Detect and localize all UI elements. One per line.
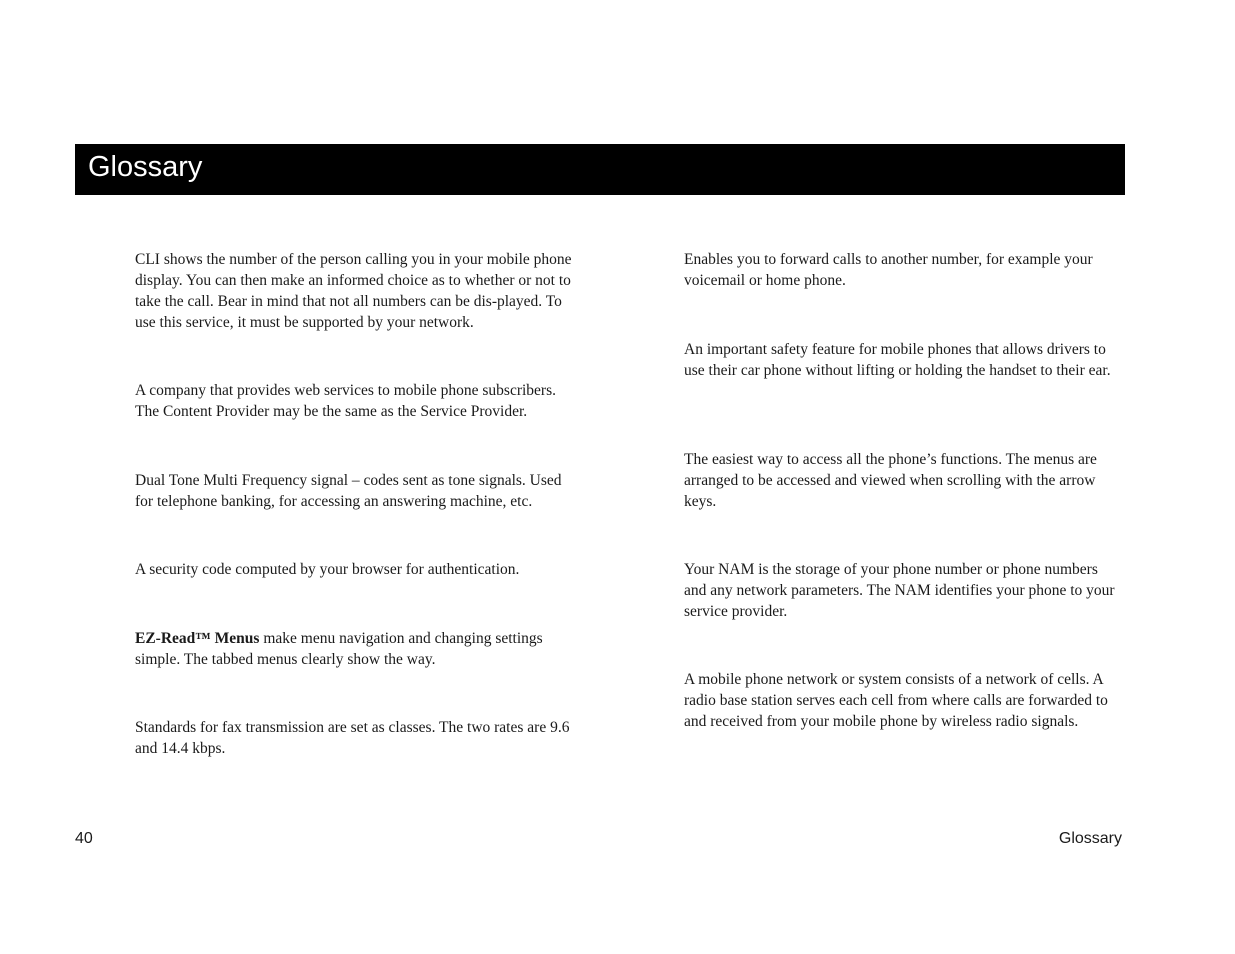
entry-text: make menu navigation and changing settings simple. The tabbed menus clearly show the way. [135, 630, 543, 668]
entry-term: EZ-Read™ Menus [135, 630, 260, 647]
footer-section-name: Glossary [1058, 830, 1122, 847]
glossary-entry-security-code [135, 559, 580, 580]
glossary-entry-call-forwarding [684, 249, 1124, 291]
glossary-entry-menus [684, 449, 1124, 512]
entry-text: A security code computed by your browser for authentication. [135, 561, 520, 578]
glossary-entry-cli [135, 249, 580, 333]
entry-text: Enables you to forward calls to another number, for example your voicemail or home phone. [684, 251, 1093, 289]
entry-text: Your NAM is the storage of your phone number or phone numbers and any network parameters. The NAM identifies your phone to your service provider. [684, 561, 1115, 620]
page-number: 40 [75, 830, 93, 847]
glossary-entry-network [684, 669, 1124, 732]
glossary-entry-ez-read [135, 628, 580, 670]
entry-text: Standards for fax transmission are set as classes. The two rates are 9.6 and 14.4 kbps. [135, 719, 570, 757]
title-bar [75, 144, 1125, 195]
glossary-entry-content-provider [135, 380, 580, 422]
entry-text: A mobile phone network or system consists of a network of cells. A radio base station serves each cell from where calls are forwarded to and received from your mobile phone by wireless radio signals. [684, 671, 1108, 730]
entry-text: CLI shows the number of the person calling you in your mobile phone display. You can then make an informed choice as to whether or not to take the call. Bear in mind that not all numbers can be dis-played. To use this service, it must be supported by your network. [135, 251, 572, 331]
page-title: Glossary [88, 151, 203, 183]
entry-text: A company that provides web services to mobile phone subscribers. The Content Provider may be the same as the Service Provider. [135, 382, 556, 420]
glossary-entry-handsfree [684, 339, 1124, 381]
glossary-entry-nam [684, 559, 1124, 622]
entry-text: Dual Tone Multi Frequency signal – codes sent as tone signals. Used for telephone banking, for accessing an answering machine, etc. [135, 472, 562, 510]
glossary-entry-fax-class [135, 717, 580, 759]
entry-text: An important safety feature for mobile phones that allows drivers to use their car phone without lifting or holding the handset to their ear. [684, 341, 1111, 379]
glossary-entry-dtmf [135, 470, 580, 512]
entry-text: The easiest way to access all the phone’s functions. The menus are arranged to be accessed and viewed when scrolling with the arrow keys. [684, 451, 1097, 510]
